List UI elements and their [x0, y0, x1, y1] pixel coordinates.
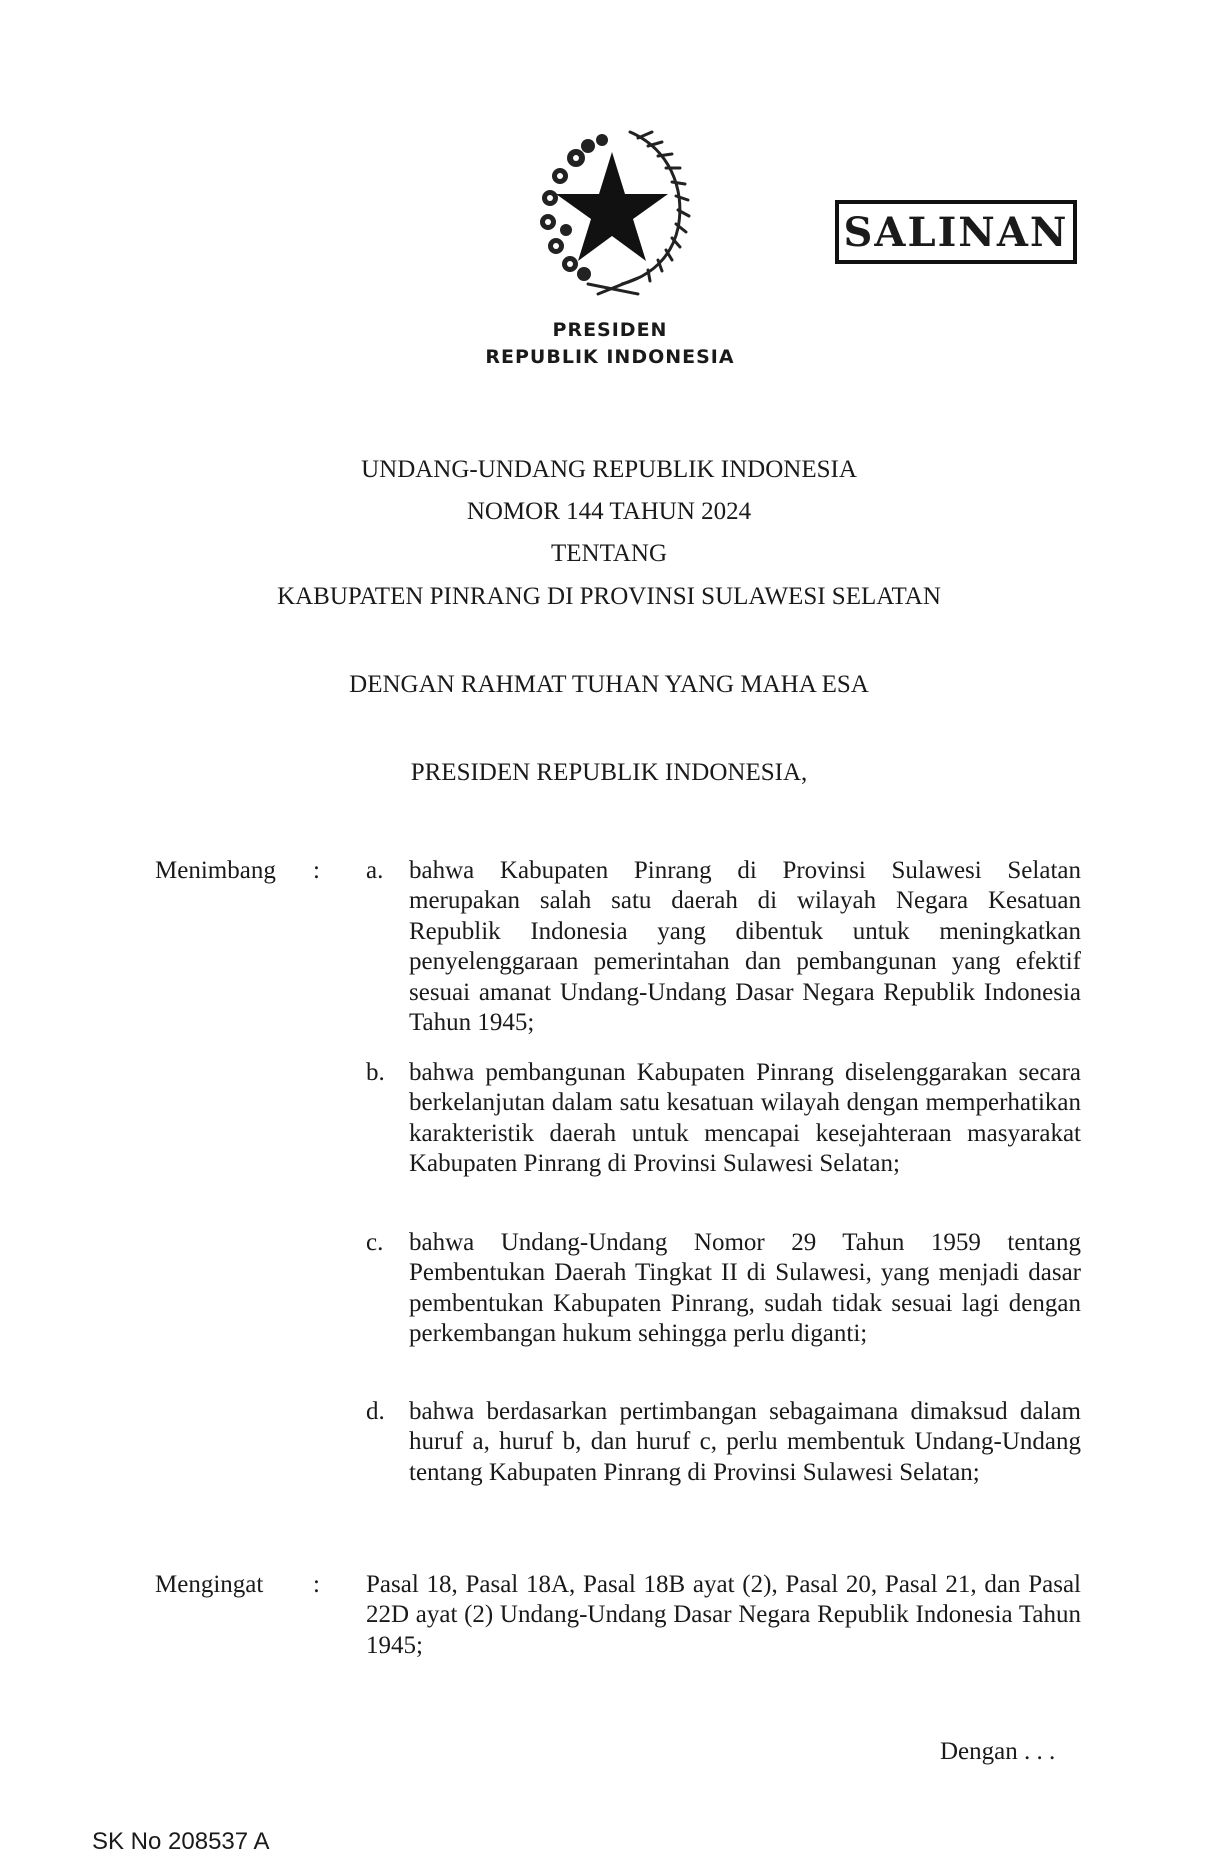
- consideration-d-text: bahwa berdasarkan pertimbangan sebagaimana dimaksud dalam huruf a, huruf b, dan huruf c, perlu membentuk Undang-Undang tentang Kabupaten Pinrang di Provinsi Sulawesi Selatan;: [409, 1398, 1081, 1486]
- continuation-catchword: Dengan . . .: [940, 1738, 1056, 1765]
- office-line-2: REPUBLIK INDONESIA: [485, 346, 735, 368]
- menimbang-colon: :: [313, 857, 320, 884]
- salinan-stamp: [835, 200, 1077, 264]
- title-line-2: NOMOR 144 TAHUN 2024: [466, 498, 752, 525]
- office-line-1: PRESIDEN: [552, 319, 668, 341]
- consideration-c-marker: c.: [366, 1229, 384, 1256]
- menimbang-label: Menimbang: [155, 857, 276, 884]
- consideration-c-text: bahwa Undang-Undang Nomor 29 Tahun 1959 tentang Pembentukan Daerah Tingkat II di Sulawesi, yang menjadi dasar pembentukan Kabupaten Pinrang, sudah tidak sesuai lagi dengan perkembangan hukum sehingga perlu diganti;: [409, 1229, 1081, 1348]
- mengingat-text: Pasal 18, Pasal 18A, Pasal 18B ayat (2), Pasal 20, Pasal 21, dan Pasal 22D ayat (2) Undang-Undang Dasar Negara Republik Indonesia Tahun 1945;: [366, 1571, 1081, 1659]
- consideration-a-text: bahwa Kabupaten Pinrang di Provinsi Sulawesi Selatan merupakan salah satu daerah di wilayah Negara Kesatuan Republik Indonesia yang dibentuk untuk meningkatkan penyelenggaraan pemerintahan dan pembangunan yang efektif sesuai amanat Undang-Undang Dasar Negara Republik Indonesia Tahun 1945;: [409, 857, 1081, 1037]
- title-line-1: UNDANG-UNDANG REPUBLIK INDONESIA: [361, 456, 857, 483]
- consideration-a-marker: a.: [366, 857, 384, 884]
- consideration-d-marker: d.: [366, 1398, 385, 1425]
- mengingat-label: Mengingat: [155, 1571, 264, 1598]
- consideration-b-marker: b.: [366, 1059, 385, 1086]
- mengingat-colon: :: [313, 1571, 320, 1598]
- issuer: PRESIDEN REPUBLIK INDONESIA,: [410, 759, 808, 786]
- sk-number: SK No 208537 A: [92, 1828, 270, 1855]
- consideration-b-text: bahwa pembangunan Kabupaten Pinrang diselenggarakan secara berkelanjutan dalam satu kesatuan wilayah dengan memperhatikan karakteristik daerah untuk mencapai kesejahteraan masyarakat Kabupaten Pinrang di Provinsi Sulawesi Selatan;: [409, 1059, 1081, 1178]
- invocation: DENGAN RAHMAT TUHAN YANG MAHA ESA: [349, 671, 869, 698]
- title-line-3: TENTANG: [550, 540, 668, 567]
- salinan-label: SALINAN: [843, 208, 1069, 256]
- garuda-emblem-icon: [518, 118, 698, 296]
- title-line-4: KABUPATEN PINRANG DI PROVINSI SULAWESI SELATAN: [277, 583, 941, 610]
